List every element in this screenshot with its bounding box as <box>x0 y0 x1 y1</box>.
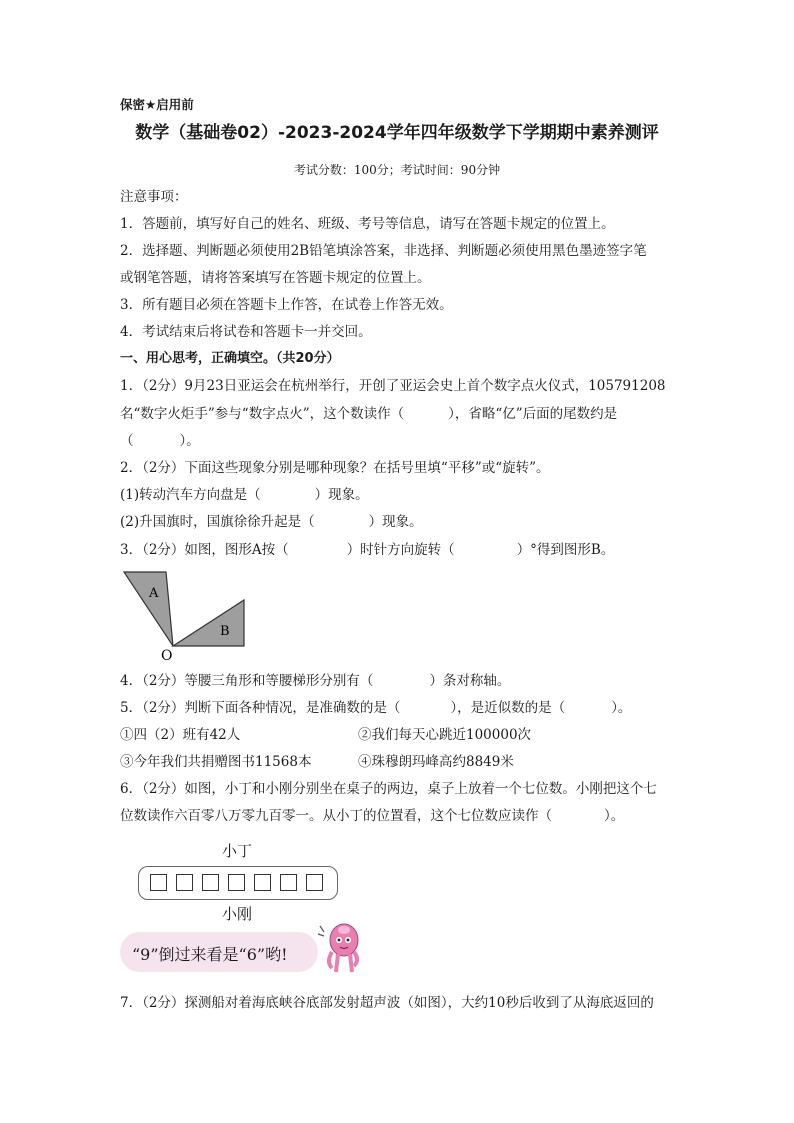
digit-slot <box>202 874 219 891</box>
label-a: A <box>149 586 159 601</box>
q5-text-c: ）。 <box>611 700 632 716</box>
q3-text-c: ）°得到图形B。 <box>516 542 615 558</box>
digit-slot <box>176 874 193 891</box>
q6-text-a: 位数读作六百零八万零九百零一。从小丁的位置看，这个七位数应读作（ <box>120 808 552 824</box>
q5-option-4: ④珠穆朗玛峰高约8849米 <box>358 754 514 770</box>
q6-line1: 6．（2分）如图，小丁和小刚分别坐在桌子的两边，桌子上放着一个七位数。小刚把这个七 <box>120 781 657 797</box>
q2-part-b <box>120 513 423 531</box>
q4-text-a: 4．（2分）等腰三角形和等腰梯形分别有（ <box>120 673 374 689</box>
q2-part-a <box>120 486 369 504</box>
q5-option-3: ③今年我们共捐赠图书11568本 <box>120 754 312 770</box>
note-item-4: 4．考试结束后将试卷和答题卡一并交回。 <box>120 324 372 340</box>
q5-option-2: ②我们每天心跳近100000次 <box>358 727 532 743</box>
digit-slot <box>150 874 167 891</box>
q5-text-b: ），是近似数的是（ <box>450 700 566 716</box>
q1-line1: 1．（2分）9月23日亚运会在杭州举行，开创了亚运会史上首个数字点火仪式，105791208 <box>120 378 666 394</box>
notes-heading: 注意事项： <box>120 189 188 205</box>
digit-slot <box>254 874 271 891</box>
q1-text-b: ），省略“亿”后面的尾数约是 <box>448 406 618 422</box>
note-item-2: 2．选择题、判断题必须使用2B铅笔填涂答案，非选择、判断题必须使用黑色墨迹签字笔 <box>120 243 647 259</box>
note-item-2-cont: 或钢笔答题，请将答案填写在答题卡规定的位置上。 <box>120 270 431 286</box>
name-xiaogang: 小刚 <box>222 905 253 923</box>
confidential-label: 保密★启用前 <box>120 97 194 112</box>
rotation-figure <box>118 568 258 664</box>
q1-line3 <box>120 432 200 450</box>
q1-text-c: （ <box>120 433 134 449</box>
triangle-b <box>173 600 244 646</box>
q6-text-b: ）。 <box>604 808 625 824</box>
seven-digit-box <box>138 866 338 900</box>
q2-a-post: ）现象。 <box>314 487 369 503</box>
mascot-icon <box>314 916 366 978</box>
name-xiaoding: 小丁 <box>222 842 253 860</box>
q2-b-text: (2)升国旗时，国旗徐徐升起是（ <box>120 514 315 530</box>
q5-line <box>120 699 631 717</box>
digit-slot <box>280 874 297 891</box>
note-item-3: 3．所有题目必须在答题卡上作答，在试卷上作答无效。 <box>120 297 453 313</box>
q1-text-d: ）。 <box>179 433 200 449</box>
q2-a-text: (1)转动汽车方向盘是（ <box>120 487 261 503</box>
digit-slot <box>228 874 245 891</box>
hint-text: “9”倒过来看是“6”哟! <box>132 945 288 964</box>
q1-text-a: 名“数字火炬手”参与“数字点火”，这个数读作（ <box>120 406 405 422</box>
q3-text-b: ）时针方向旋转（ <box>346 542 455 558</box>
exam-title: 数学（基础卷02）-2023-2024学年四年级数学下学期期中素养测评 <box>135 123 659 143</box>
q6-line2 <box>120 807 624 825</box>
digit-slot <box>306 874 323 891</box>
label-b: B <box>220 624 230 639</box>
q5-option-1: ①四（2）班有42人 <box>120 727 241 743</box>
q1-line2 <box>120 405 617 423</box>
q2-b-post: ）现象。 <box>368 514 423 530</box>
q4-line <box>120 672 510 690</box>
q5-text-a: 5．（2分）判断下面各种情况，是准确数的是（ <box>120 700 401 716</box>
section-heading: 一、用心思考，正确填空。（共20分） <box>120 351 340 366</box>
triangle-a <box>124 572 173 646</box>
q3-line <box>120 541 614 559</box>
q4-text-b: ）条对称轴。 <box>429 673 511 689</box>
q7-line1: 7．（2分）探测船对着海底峡谷底部发射超声波（如图），大约10秒后收到了从海底返回的 <box>120 995 654 1011</box>
q2-line1: 2．（2分）下面这些现象分别是哪种现象？在括号里填“平移”或“旋转”。 <box>120 460 550 476</box>
q3-text-a: 3．（2分）如图，图形A按（ <box>120 542 289 558</box>
exam-subtitle: 考试分数：100分；考试时间：90分钟 <box>293 163 501 177</box>
label-o: O <box>161 648 173 664</box>
note-item-1: 1．答题前，填写好自己的姓名、班级、考号等信息，请写在答题卡规定的位置上。 <box>120 216 615 232</box>
